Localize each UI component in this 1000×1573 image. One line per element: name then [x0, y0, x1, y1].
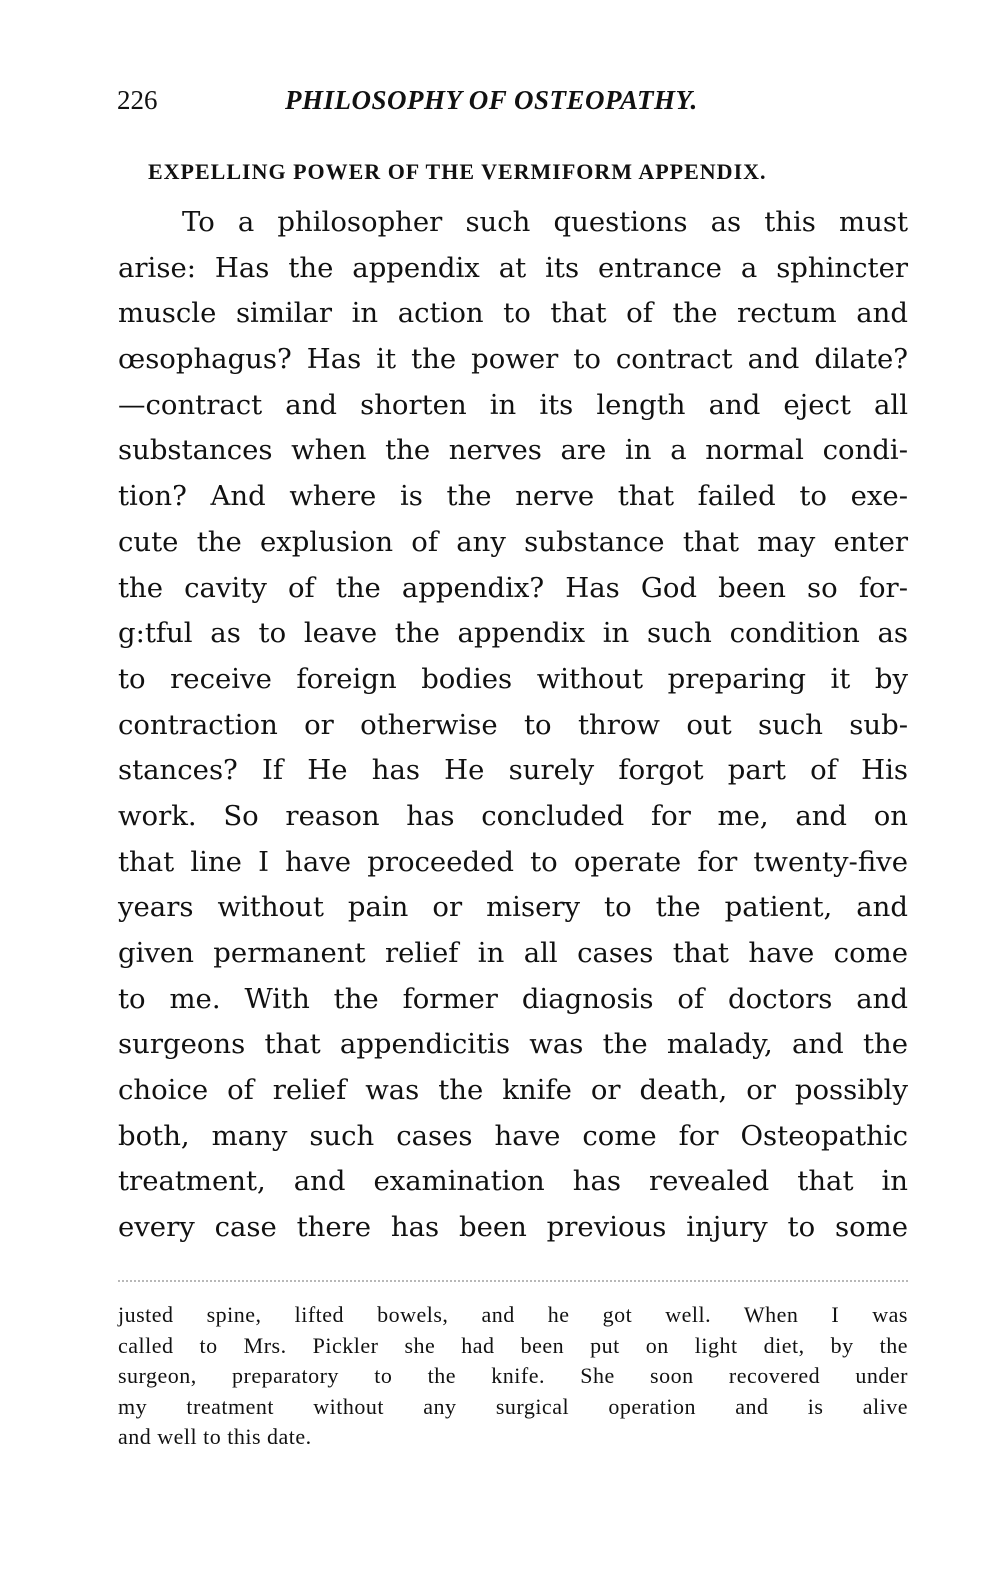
- footnote-line: called to Mrs. Pickler she had been put on light diet, by the: [118, 1332, 908, 1358]
- running-head: [117, 84, 917, 120]
- body-line: stances? If He has He surely forgot part of His: [118, 754, 908, 787]
- body-line: —contract and shorten in its length and eject all: [118, 388, 908, 421]
- body-line: arise: Has the appendix at its entrance a sphincter: [118, 251, 908, 284]
- body-line: cute the explusion of any substance that may enter: [118, 525, 908, 558]
- body-line: choice of relief was the knife or death, or possibly: [118, 1074, 908, 1107]
- body-line: given permanent relief in all cases that have come: [118, 937, 908, 969]
- body-line: To a philosopher such questions as this must: [182, 206, 908, 238]
- body-line: to receive foreign bodies without preparing it by: [118, 662, 908, 695]
- body-line: contraction or otherwise to throw out such sub-: [118, 708, 908, 741]
- body-line: surgeons that appendicitis was the malady, and the: [118, 1028, 908, 1061]
- body-line: that line I have proceeded to operate for twenty-five: [118, 845, 908, 878]
- section-heading: EXPELLING POWER OF THE VERMIFORM APPENDIX.: [148, 159, 767, 184]
- body-line: work. So reason has concluded for me, and on: [118, 799, 908, 832]
- footnote-line: and well to this date.: [118, 1424, 312, 1449]
- body-line: to me. With the former diagnosis of doctors and: [118, 982, 908, 1015]
- body-line: œsophagus? Has it the power to contract and dilate?: [118, 343, 908, 376]
- footnote-line: my treatment without any surgical operation and is alive: [118, 1393, 908, 1419]
- running-title: PHILOSOPHY OF OSTEOPATHY.: [285, 85, 698, 115]
- body-line: every case there has been previous injury to some: [118, 1211, 908, 1244]
- body-text: [118, 200, 908, 1251]
- footnote: [118, 1300, 908, 1453]
- body-line: muscle similar in action to that of the rectum and: [118, 297, 908, 330]
- body-line: treatment, and examination has revealed that in: [118, 1165, 908, 1198]
- body-line: substances when the nerves are in a normal condi-: [118, 434, 908, 467]
- footnote-line: justed spine, lifted bowels, and he got well. When I was: [118, 1302, 908, 1327]
- body-line: g:tful as to leave the appendix in such condition as: [118, 617, 908, 650]
- footnote-line: surgeon, preparatory to the knife. She soon recovered under: [118, 1363, 908, 1388]
- footnote-divider: [118, 1280, 908, 1282]
- body-line: tion? And where is the nerve that failed to exe-: [118, 480, 908, 513]
- body-line: both, many such cases have come for Osteopathic: [118, 1119, 908, 1152]
- body-line: years without pain or misery to the patient, and: [118, 891, 908, 924]
- page-number: 226: [117, 85, 158, 115]
- body-line: the cavity of the appendix? Has God been so for-: [118, 571, 908, 604]
